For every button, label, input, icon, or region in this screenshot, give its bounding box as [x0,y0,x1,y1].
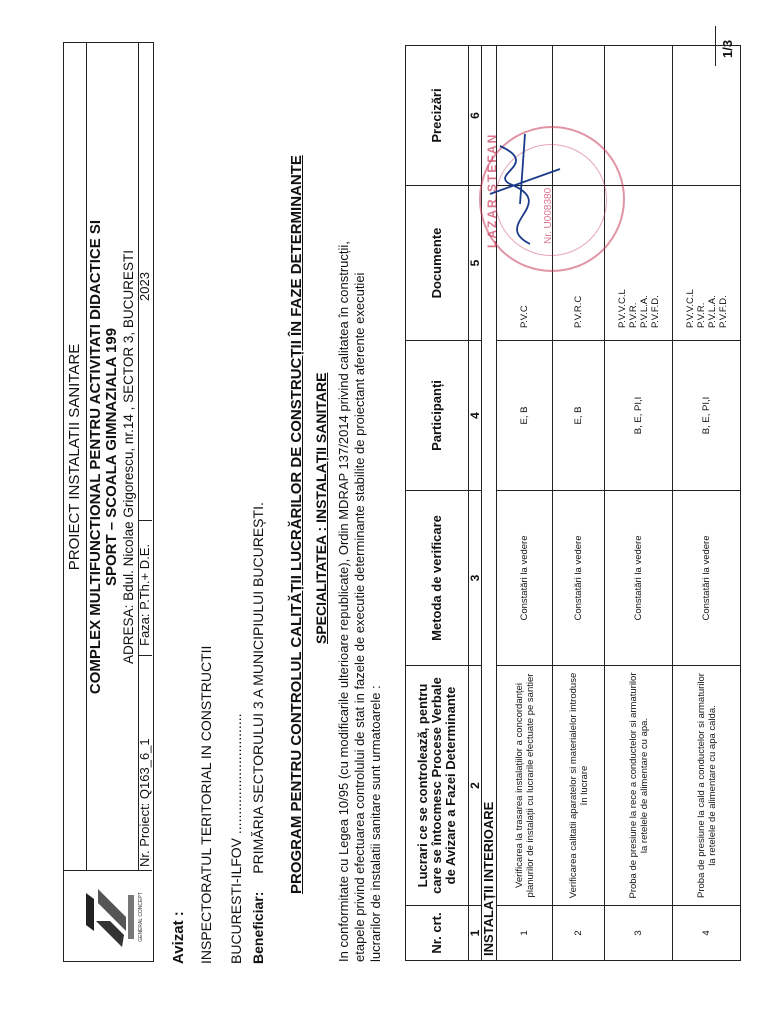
col-number: 4 [469,341,482,491]
document-code: P.V.F.D. [649,295,661,328]
document-code: P.V.R. [695,302,707,328]
row-nr: 1 [497,906,553,961]
col-number: 2 [469,666,482,906]
row-method: Constatări la vedere [673,491,741,666]
document-code: P.V.V.C.L [616,289,628,328]
row-nr: 4 [673,906,741,961]
row-work: Verificarea la trasarea instalațiilor a concordanței planurilor de instalații cu lucrarile efectuate pe santier [497,666,553,906]
row-method: Constatări la vedere [605,491,673,666]
col-header-method: Metoda de verificare [406,491,469,666]
intro-line: etapele privind efectuarea controlului de stat in fazele de executie determinante stabilite de proiectant aferente executiei [352,272,367,962]
row-participants: B, E, PI,I [605,341,673,491]
document-code: P.V.R. [627,302,639,328]
col-number: 5 [469,186,482,341]
col-header-works: Lucrari ce se controlează, pentru care se întocmesc Procese Verbale de Avizare a Fazei Determinante [406,666,469,906]
row-participants: E, B [553,341,605,491]
svg-text:GENERAL CONCEPT: GENERAL CONCEPT [138,892,144,942]
project-address: ADRESA: Bdul. Nicolae Grigorescu, nr.14 , SECTOR 3, BUCURESTI [120,43,139,871]
row-work: Proba de presiune la rece a conductelor si armaturilor la retelele de alimentare cu apa. [605,666,673,906]
table-row [673,46,741,961]
intro-line: lucrarilor de instalatii sanitare sunt urmatoarele : [368,685,383,962]
company-logo [64,870,152,961]
project-name-line1: COMPLEX MULTIFUNCTIONAL PENTRU ACTIVITATI DIDACTICE SI [87,219,104,695]
signature [470,114,590,264]
document-code: P.V.L.A. [706,295,718,328]
beneficiary-value: PRIMĂRIA SECTORULUI 3 A MUNICIPIULUI BUCUREȘTI. [250,502,266,874]
row-method: Constatări la vedere [553,491,605,666]
col-number: 6 [469,46,482,186]
meta-separator [138,655,152,656]
col-number: 1 [469,906,482,961]
document-title: PROGRAM PENTRU CONTROLUL CALITĂȚII LUCRĂRILOR DE CONSTRUCȚII ÎN FAZE DETERMINANTE [288,155,305,894]
document-code: P.V.L.A. [638,295,650,328]
col-header-documents: Documente [406,186,469,341]
beneficiary-label: Beneficiar: [250,891,266,964]
row-documents [673,186,741,341]
project-name-line2: SPORT – SCOALA GIMNAZIALA 199 [103,327,120,587]
row-work: Proba de presiune la cald a conductelor si armaturilor la retelele de alimentare cu apa calda. [673,666,741,906]
document-code: P.V.R.C [573,295,584,328]
col-header-participants: Participanți [406,341,469,491]
specialty-heading: SPECIALITATEA : INSTALAȚII SANITARE [313,372,329,644]
project-number: Nr. Proiect: Q163_6_1 [137,738,152,867]
project-meta-row [138,43,152,871]
stamp-name: LAZAR STEFAN [485,132,499,248]
approval-authority: INSPECTORATUL TERITORIAL IN CONSTRUCTII [198,645,214,964]
row-nr: 3 [605,906,673,961]
col-header-notes: Precizări [406,46,469,186]
project-type: PROIECT INSTALATII SANITARE [64,43,87,871]
row-note [673,46,741,186]
section-title: INSTALAȚII INTERIOARE [482,46,497,961]
stamp-number: Nr. U008380 [543,187,554,244]
beneficiary-row [250,502,266,964]
row-method: Constatări la vedere [497,491,553,666]
project-name [86,43,122,871]
project-year: 2023 [137,272,152,301]
approval-region: BUCURESTI-ILFOV ............................... [228,713,244,964]
page-number: 1/3 [720,39,735,58]
project-header-box [63,42,154,962]
row-participants: E, B [497,341,553,491]
document-code: P.V.C [519,305,530,328]
document-code: P.V.F.D. [717,295,729,328]
col-number: 3 [469,491,482,666]
col-header-nr: Nr. crt. [406,906,469,961]
page-number-rule [715,26,716,66]
approval-label: Avizat : [170,911,187,964]
project-phase: Faza: P.Th.+ D.E. [137,543,152,646]
row-participants: B, E, PI,I [673,341,741,491]
row-work: Verificarea calitatii aparatelor si materialelor introduse în lucrare [553,666,605,906]
document-code: P.V.V.C.L [684,289,696,328]
table-header-row [406,46,469,961]
intro-line: In conformitate cu Legea 10/95 (cu modificarile ulterioare republicate), Ordin MDRAP 137/2014 privind calitatea în construcții, [336,241,351,962]
meta-separator [138,520,152,521]
intro-paragraph [336,42,384,962]
row-nr: 2 [553,906,605,961]
